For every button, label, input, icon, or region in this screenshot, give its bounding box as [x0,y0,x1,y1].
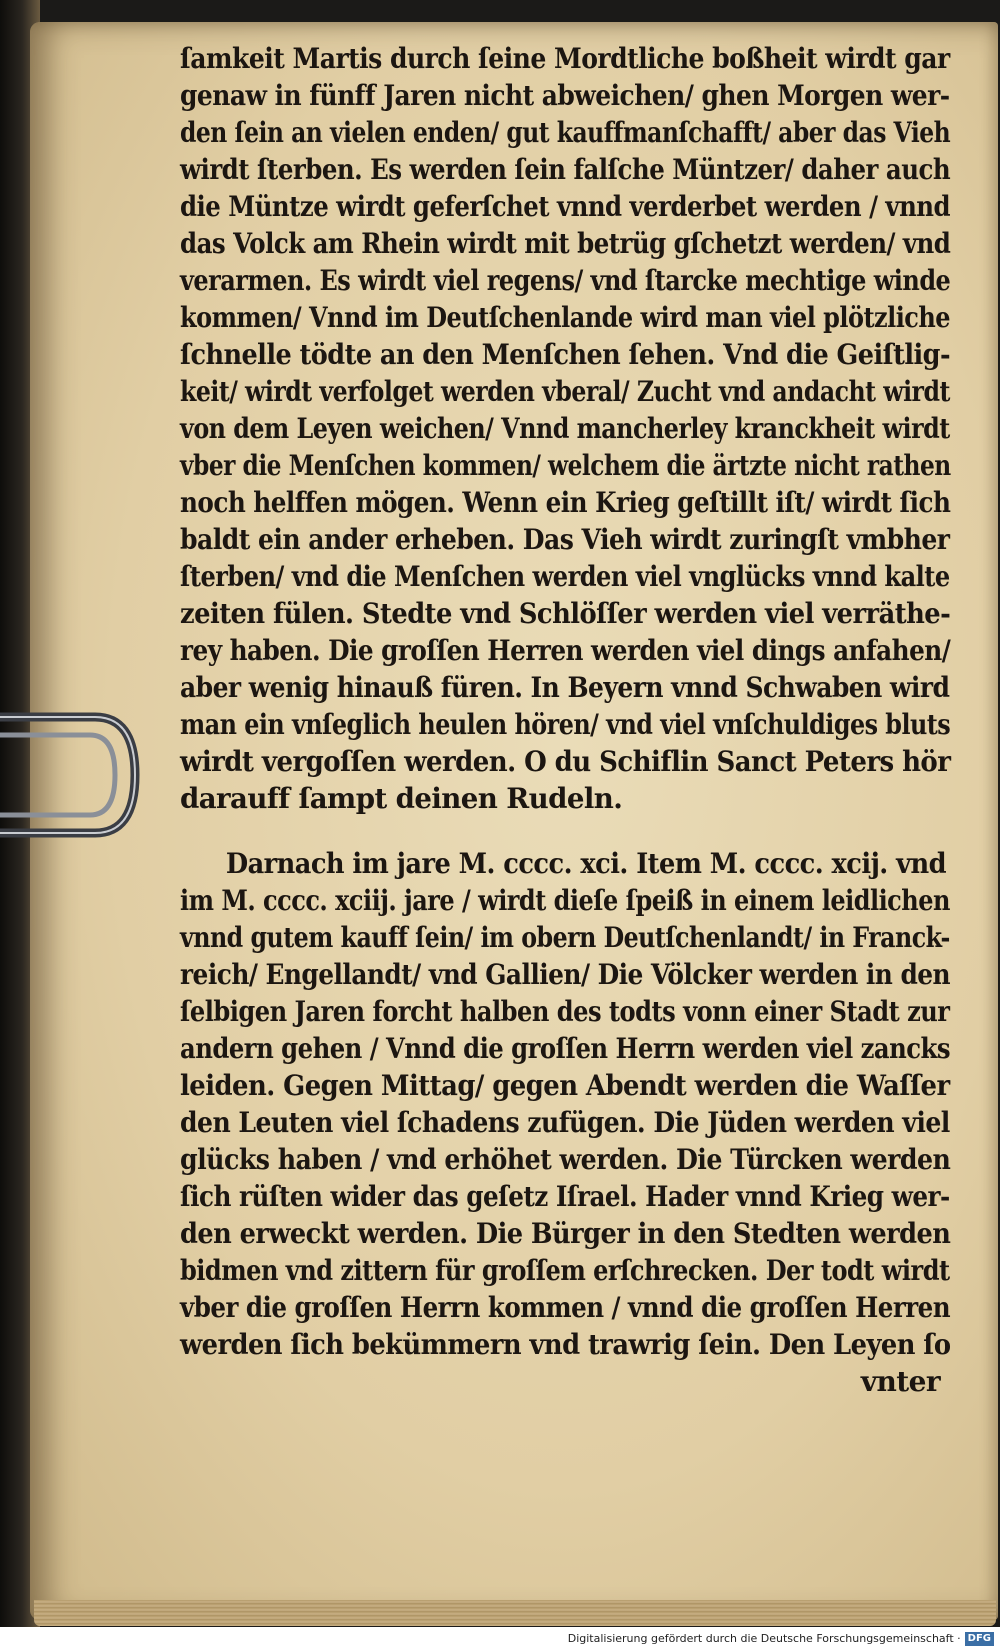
text-line: wirdt ſterben. Es werden ſein falſche Müntzer/ daher auch [180,153,951,186]
credit-text: Digitalisierung gefördert durch die Deutsche Forschungsgemeinschaft · [567,1632,961,1645]
text-line: baldt ein ander erheben. Das Vieh wirdt zuringſt vmbher [180,523,950,556]
text-line: man ein vnſeglich heulen hören/ vnd viel vnſchuldiges bluts [180,708,951,741]
page-text [180,40,960,1400]
text-line: das Volck am Rhein wirdt mit betrüg gſchetzt werden/ vnd [180,227,951,260]
text-line: aber wenig hinauß füren. In Beyern vnnd Schwaben wird [180,671,950,704]
text-line: ſchnelle tödte an den Menſchen ſehen. Vnd die Geiſtlig- [180,338,951,371]
text-line: vnnd gutem kauff ſein/ im obern Deutſchenlandt/ in Franck- [180,921,950,954]
text-line: keit/ wirdt verfolget werden vberal/ Zucht vnd andacht wirdt [180,375,950,408]
text-line: ſelbigen Jaren forcht halben des todts vonn einer Stadt zur [180,995,950,1028]
text-line: wirdt vergoſſen werden. O du Schiflin Sanct Peters hör [180,745,951,778]
text-line: im M. cccc. xciij. jare / wirdt dieſe ſpeiß in einem leidlichen [180,884,950,917]
page-edges [34,1600,996,1626]
text-line: darauff ſampt deinen Rudeln. [180,782,623,815]
text-line: andern gehen / Vnnd die groſſen Herrn werden viel zancks [180,1032,951,1065]
text-line: den Leuten viel ſchadens zufügen. Die Jüden werden viel [180,1106,950,1139]
paragraph-1 [180,40,960,817]
text-line: verarmen. Es wirdt viel regens/ vnd ſtarcke mechtige winde [180,264,951,297]
page-clip-icon [0,705,140,845]
dfg-logo: DFG [965,1632,994,1646]
text-line: den ſein an vielen enden/ gut kauffmanſchafft/ aber das Vieh [180,116,951,149]
paragraph-2 [180,845,960,1400]
text-line: ſamkeit Martis durch ſeine Mordtliche boßheit wirdt gar [180,42,950,75]
text-line: noch helffen mögen. Wenn ein Krieg geſtillt iſt/ wirdt ſich [180,486,951,519]
text-line: zeiten fülen. Stedte vnd Schlöſſer werden viel verräthe- [180,597,951,630]
text-line: reich/ Engellandt/ vnd Gallien/ Die Völcker werden in den [180,958,951,991]
text-line: werden ſich bekümmern vnd trawrig ſein. Den Leyen ſo [180,1328,951,1361]
text-line: glücks haben / vnd erhöhet werden. Die Türcken werden [180,1143,951,1176]
text-line: kommen/ Vnnd im Deutſchenlande wird man viel plötzliche [180,301,951,334]
digitization-credit [0,1627,1000,1651]
text-line: den erweckt werden. Die Bürger in den Stedten werden [180,1217,951,1250]
text-line: vber die groſſen Herrn kommen / vnnd die groſſen Herren [180,1291,951,1324]
text-line: rey haben. Die groſſen Herren werden viel dings anfahen/ [180,634,951,667]
catchword: vnter [860,1365,940,1398]
text-line: die Müntze wirdt geferſchet vnnd verderbet werden / vnnd [180,190,951,223]
text-line: vber die Menſchen kommen/ welchem die ärtzte nicht rathen [180,449,951,482]
text-line: ſich rüſten wider das geſetz Iſrael. Hader vnnd Krieg wer- [180,1180,950,1213]
text-line: leiden. Gegen Mittag/ gegen Abendt werden die Waſſer [180,1069,950,1102]
text-line: genaw in fünff Jaren nicht abweichen/ ghen Morgen wer- [180,79,950,112]
text-line: ſterben/ vnd die Menſchen werden viel vnglücks vnnd kalte [180,560,950,593]
text-line: Darnach im jare M. cccc. xci. Item M. cccc. xcij. vnd [225,847,946,880]
text-line: bidmen vnd zittern für groſſem erſchrecken. Der todt wirdt [180,1254,950,1287]
text-line: von dem Leyen weichen/ Vnnd mancherley kranckheit wirdt [180,412,950,445]
